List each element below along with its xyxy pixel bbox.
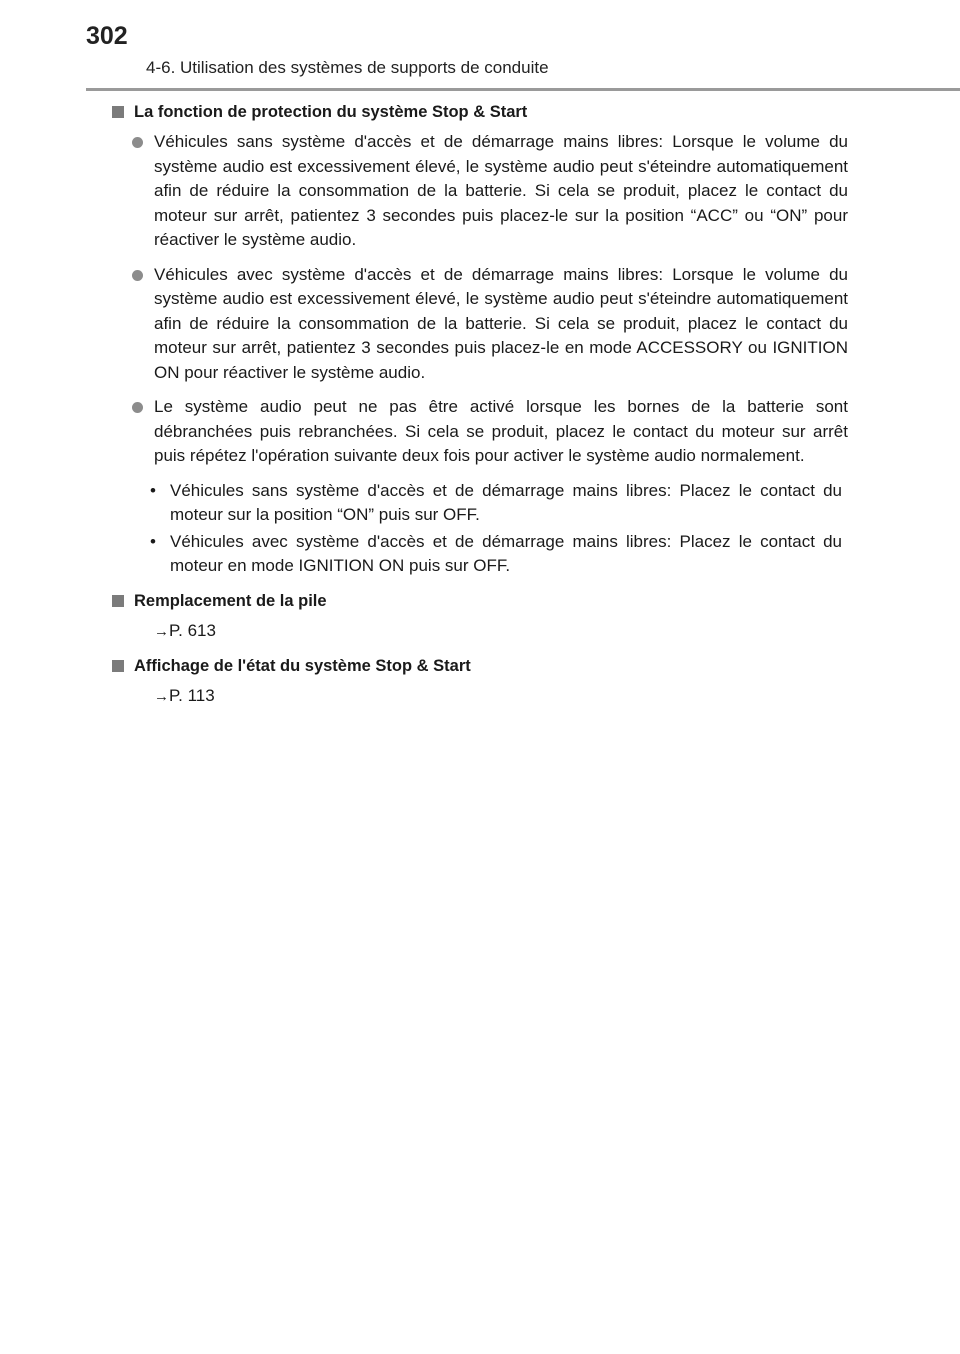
- square-bullet-icon: [112, 660, 124, 672]
- list-item: [108, 263, 848, 386]
- page-content: [108, 100, 848, 719]
- section-heading-text: Affichage de l'état du système Stop & Start: [134, 656, 471, 675]
- page-number: 302: [86, 22, 128, 50]
- circle-bullet-icon: [132, 137, 143, 148]
- section-heading-text: La fonction de protection du système Stop & Start: [134, 103, 528, 121]
- bullet-icon: •: [150, 531, 156, 551]
- section-heading-text: Remplacement de la pile: [134, 591, 327, 610]
- section-heading: [108, 589, 848, 613]
- page-reference-text: P. 113: [169, 685, 215, 705]
- circle-bullet-icon: [132, 402, 143, 413]
- square-bullet-icon: [112, 595, 124, 607]
- sub-list-item: [108, 479, 842, 528]
- paragraph: Le système audio peut ne pas être activé lorsque les bornes de la batterie sont débranchées puis rebranchées. Si cela se produit, placez le contact du moteur sur arrêt puis répétez l'opération suivante deux fois pour activer le système audio normalement.: [154, 397, 848, 465]
- square-bullet-icon: [112, 106, 124, 118]
- paragraph: Véhicules avec système d'accès et de démarrage mains libres: Lorsque le volume du système audio est excessivement élevé, le système audio peut s'éteindre automatiquement afin de réduire la consommation de la batterie. Si cela se produit, placez le contact du moteur sur arrêt, patientez 3 secondes puis placez-le en mode ACCESSORY ou IGNITION ON pour réactiver le système audio.: [154, 264, 848, 382]
- sub-list-item: [108, 530, 842, 579]
- page-header: [0, 0, 960, 92]
- bullet-icon: •: [150, 480, 156, 500]
- arrow-right-icon: →: [154, 622, 169, 640]
- page-reference-text: P. 613: [169, 620, 216, 640]
- sub-paragraph: Véhicules sans système d'accès et de démarrage mains libres: Placez le contact du moteur sur la position “ON” puis sur OFF.: [170, 480, 842, 524]
- section-display: [108, 654, 848, 709]
- section-heading: [108, 100, 848, 124]
- section-battery: [108, 589, 848, 644]
- section-title: 4-6. Utilisation des systèmes de supports de conduite: [146, 58, 549, 77]
- header-divider: [86, 88, 960, 91]
- section-heading: [108, 654, 848, 678]
- arrow-right-icon: →: [154, 687, 169, 705]
- paragraph: Véhicules sans système d'accès et de démarrage mains libres: Lorsque le volume du système audio est excessivement élevé, le système audio peut s'éteindre automatiquement afin de réduire la consommation de la batterie. Si cela se produit, placez le contact du moteur sur arrêt, patientez 3 secondes puis placez-le sur la position “ACC” ou “ON” pour réactiver le système audio.: [154, 132, 848, 249]
- section-protection: [108, 100, 848, 579]
- page-reference[interactable]: [108, 619, 848, 644]
- list-item: [108, 395, 848, 469]
- circle-bullet-icon: [132, 270, 143, 281]
- page-reference[interactable]: [108, 684, 848, 709]
- list-item: [108, 130, 848, 253]
- sub-paragraph: Véhicules avec système d'accès et de démarrage mains libres: Placez le contact du moteur en mode IGNITION ON puis sur OFF.: [170, 531, 842, 575]
